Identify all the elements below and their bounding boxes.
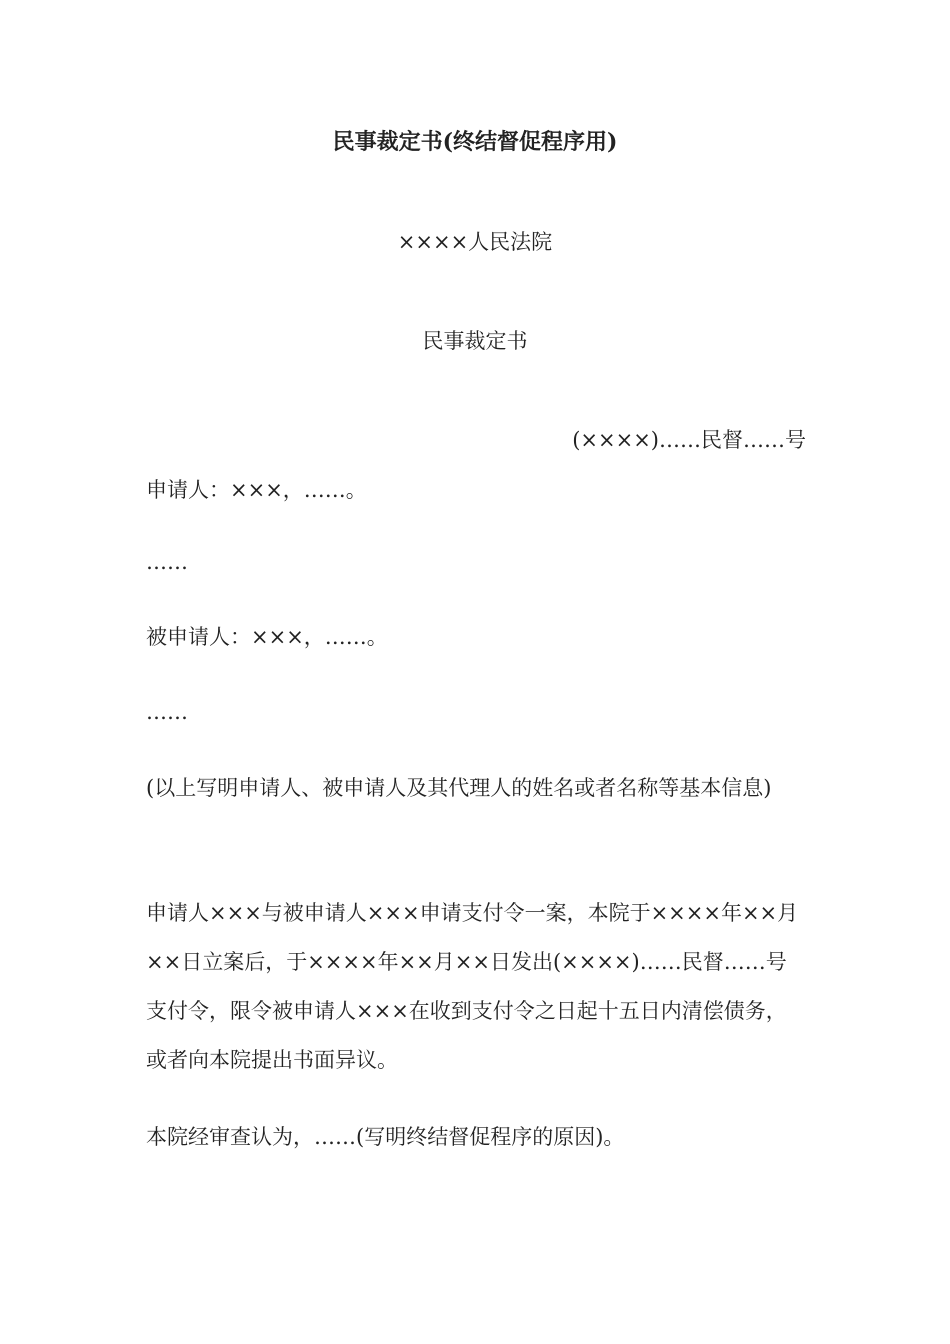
respondent-ellipsis: …… bbox=[146, 700, 188, 724]
respondent-line: 被申请人：×××，……。 bbox=[146, 625, 388, 649]
applicant-ellipsis: …… bbox=[146, 550, 188, 574]
case-number: (××××)……民督……号 bbox=[572, 428, 806, 452]
facts-paragraph: 申请人×××与被申请人×××申请支付令一案，本院于××××年××月××日立案后，于××××年××月××日发出(××××)……民督……号支付令，限令被申请人×××在收到支付令之日起十五日内清偿债务，或者向本院提出书面异议。 bbox=[146, 901, 799, 1072]
party-info-note: (以上写明申请人、被申请人及其代理人的姓名或者名称等基本信息) bbox=[146, 776, 772, 800]
court-name: ××××人民法院 bbox=[397, 230, 553, 254]
court-finding-paragraph: 本院经审查认为，……(写明终结督促程序的原因)。 bbox=[146, 1125, 625, 1149]
applicant-line: 申请人：×××，……。 bbox=[146, 478, 367, 502]
document-type: 民事裁定书 bbox=[422, 329, 528, 353]
document-title: 民事裁定书(终结督促程序用) bbox=[332, 129, 618, 155]
